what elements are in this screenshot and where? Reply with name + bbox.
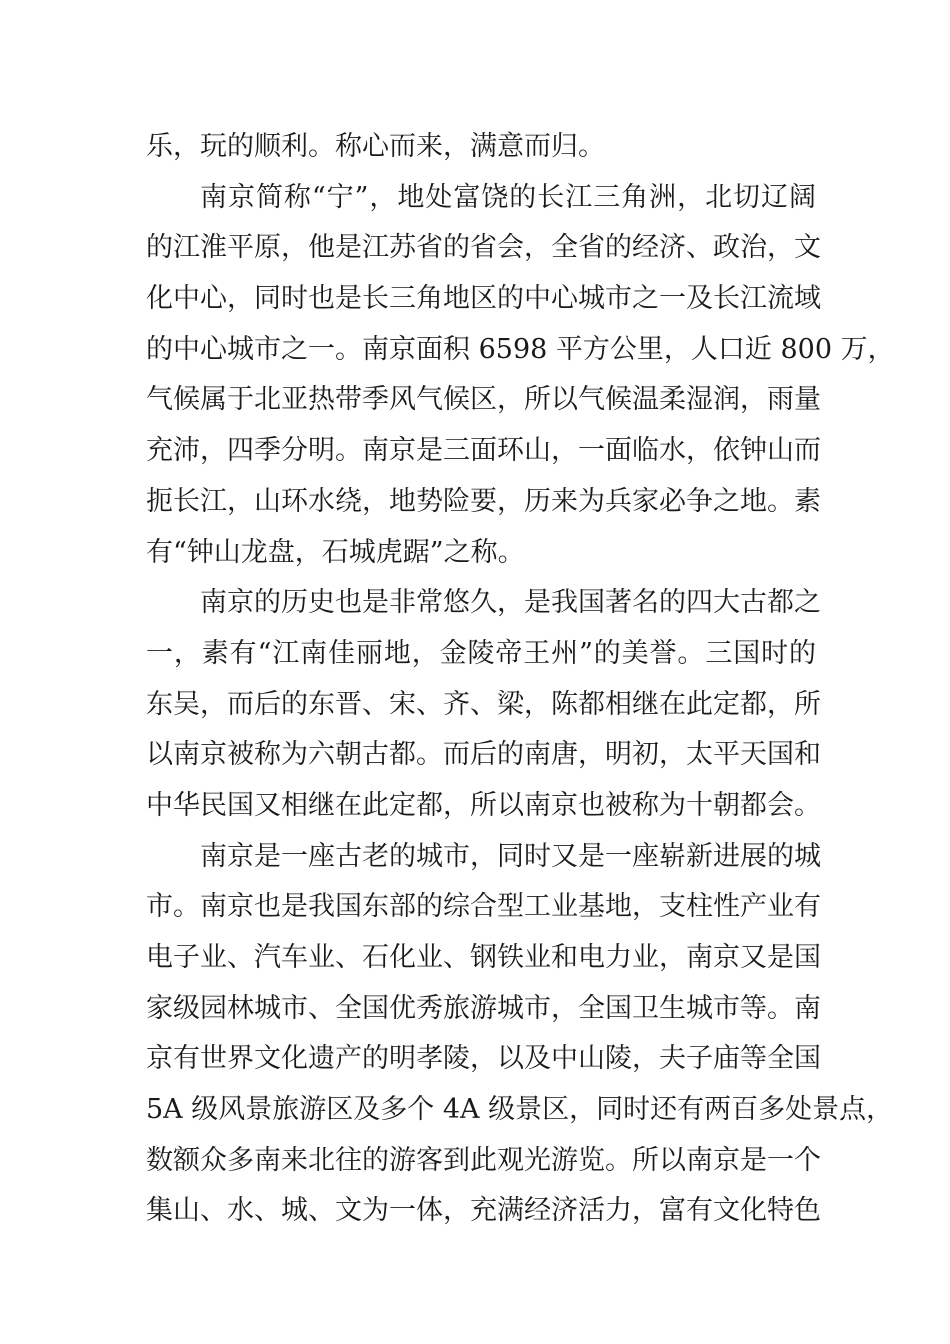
text-line-18: 家级园林城市、全国优秀旅游城市，全国卫生城市等。南 xyxy=(146,992,821,1024)
text-line-5: 的中心城市之一。南京面积 6598 平方公里，人口近 800 万， xyxy=(146,333,895,365)
text-line-4: 化中心，同时也是长三角地区的中心城市之一及长江流域 xyxy=(146,283,821,315)
text-line-22: 集山、水、城、文为一体，充满经济活力，富有文化特色 xyxy=(146,1195,821,1227)
text-line-19: 京有世界文化遗产的明孝陵，以及中山陵，夫子庙等全国 xyxy=(146,1043,821,1075)
text-line-16: 市。南京也是我国东部的综合型工业基地，支柱性产业有 xyxy=(146,891,821,923)
text-line-15: 南京是一座古老的城市，同时又是一座崭新进展的城 xyxy=(200,840,821,872)
text-line-9: 有“钟山龙盘，石城虎踞”之称。 xyxy=(146,536,525,568)
text-line-8: 扼长江，山环水绕，地势险要，历来为兵家必争之地。素 xyxy=(146,485,821,517)
text-line-7: 充沛，四季分明。南京是三面环山，一面临水，依钟山而 xyxy=(146,435,821,467)
text-line-6: 气候属于北亚热带季风气候区，所以气候温柔湿润，雨量 xyxy=(146,384,821,416)
text-line-1: 乐，玩的顺利。称心而来，满意而归。 xyxy=(146,131,605,162)
text-line-20: 5A 级风景旅游区及多个 4A 级景区，同时还有两百多处景点， xyxy=(146,1094,894,1126)
text-line-12: 东吴，而后的东晋、宋、齐、梁，陈都相继在此定都，所 xyxy=(146,688,821,720)
text-line-3: 的江淮平原，他是江苏省的省会，全省的经济、政治，文 xyxy=(146,232,821,264)
text-line-13: 以南京被称为六朝古都。而后的南唐，明初，太平天国和 xyxy=(146,739,821,771)
document-body-text xyxy=(146,122,895,1237)
text-line-17: 电子业、汽车业、石化业、钢铁业和电力业，南京又是国 xyxy=(146,942,821,973)
text-line-10: 南京的历史也是非常悠久，是我国著名的四大古都之 xyxy=(200,587,821,619)
text-line-2: 南京简称“宁”，地处富饶的长江三角洲，北切辽阔 xyxy=(200,181,816,213)
text-line-11: 一，素有“江南佳丽地，金陵帝王州”的美誉。三国时的 xyxy=(146,637,816,669)
text-line-14: 中华民国又相继在此定都，所以南京也被称为十朝都会。 xyxy=(146,789,821,821)
text-line-21: 数额众多南来北往的游客到此观光游览。所以南京是一个 xyxy=(146,1144,821,1176)
